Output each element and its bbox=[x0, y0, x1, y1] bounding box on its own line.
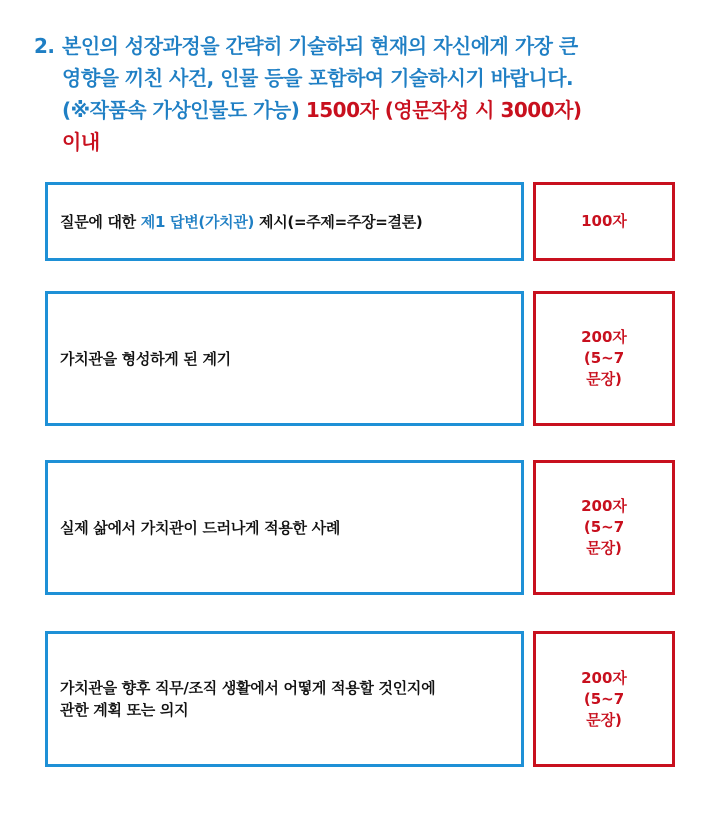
outline-question-2: 가치관을 형성하게 된 계기 bbox=[60, 349, 231, 368]
outline-row-1 bbox=[45, 182, 675, 261]
outline-limit-3-sub1: (5~7 bbox=[583, 518, 625, 536]
outline-row-4 bbox=[45, 631, 675, 767]
outline-question-box-2 bbox=[45, 291, 524, 426]
outline-limit-1: 100자 bbox=[581, 212, 627, 230]
question-line-3 bbox=[34, 94, 684, 126]
outline-limit-4: 200자 bbox=[581, 668, 627, 687]
question-line-4: 이내 bbox=[62, 130, 100, 154]
outline-question-1 bbox=[60, 211, 422, 233]
outline-limit-box-4 bbox=[533, 631, 675, 767]
outline-question-4-line1: 가치관을 향후 직무/조직 생활에서 어떻게 적용할 것인지에 bbox=[60, 679, 436, 697]
outline-limit-2-sub2: 문장) bbox=[586, 370, 622, 388]
outline-question-3: 실제 삶에서 가치관이 드러나게 적용한 사례 bbox=[60, 518, 341, 537]
question-line-1: 본인의 성장과정을 간략히 기술하되 현재의 자신에게 가장 큰 bbox=[62, 34, 578, 58]
question-text-highlight: 제1 답변(가치관) bbox=[140, 212, 255, 231]
outline-question-4 bbox=[60, 677, 435, 721]
outline-limit-box-2 bbox=[533, 291, 675, 426]
question-number: 2. bbox=[34, 34, 55, 58]
outline-limit-2: 200자 bbox=[581, 328, 627, 346]
question-text-pre: 질문에 대한 bbox=[60, 212, 141, 231]
outline-row-3 bbox=[45, 460, 675, 595]
outline-limit-3: 200자 bbox=[581, 497, 627, 515]
outline-limit-4-sub2: 문장) bbox=[586, 710, 622, 729]
outline-question-4-line2: 관한 계획 또는 의지 bbox=[60, 701, 189, 719]
outline-question-box-4 bbox=[45, 631, 524, 767]
outline-limit-box-3 bbox=[533, 460, 675, 595]
outline-question-box-1 bbox=[45, 182, 524, 261]
outline-row-2 bbox=[45, 291, 675, 426]
outline-limit-box-1 bbox=[533, 182, 675, 261]
outline-question-box-3 bbox=[45, 460, 524, 595]
question-text-post: 제시(=주제=주장=결론) bbox=[254, 212, 423, 231]
outline-limit-4-sub1: (5~7 bbox=[583, 689, 625, 708]
outline-limit-2-sub1: (5~7 bbox=[583, 349, 625, 367]
question-header bbox=[34, 30, 684, 158]
outline-limit-3-sub2: 문장) bbox=[586, 539, 622, 557]
question-line-2: 영향을 끼친 사건, 인물 등을 포함하여 기술하시기 바랍니다. bbox=[62, 66, 574, 90]
question-note: (※작품속 가상인물도 가능) bbox=[62, 98, 300, 122]
question-char-limit: 1500자 (영문작성 시 3000자) bbox=[305, 98, 582, 122]
